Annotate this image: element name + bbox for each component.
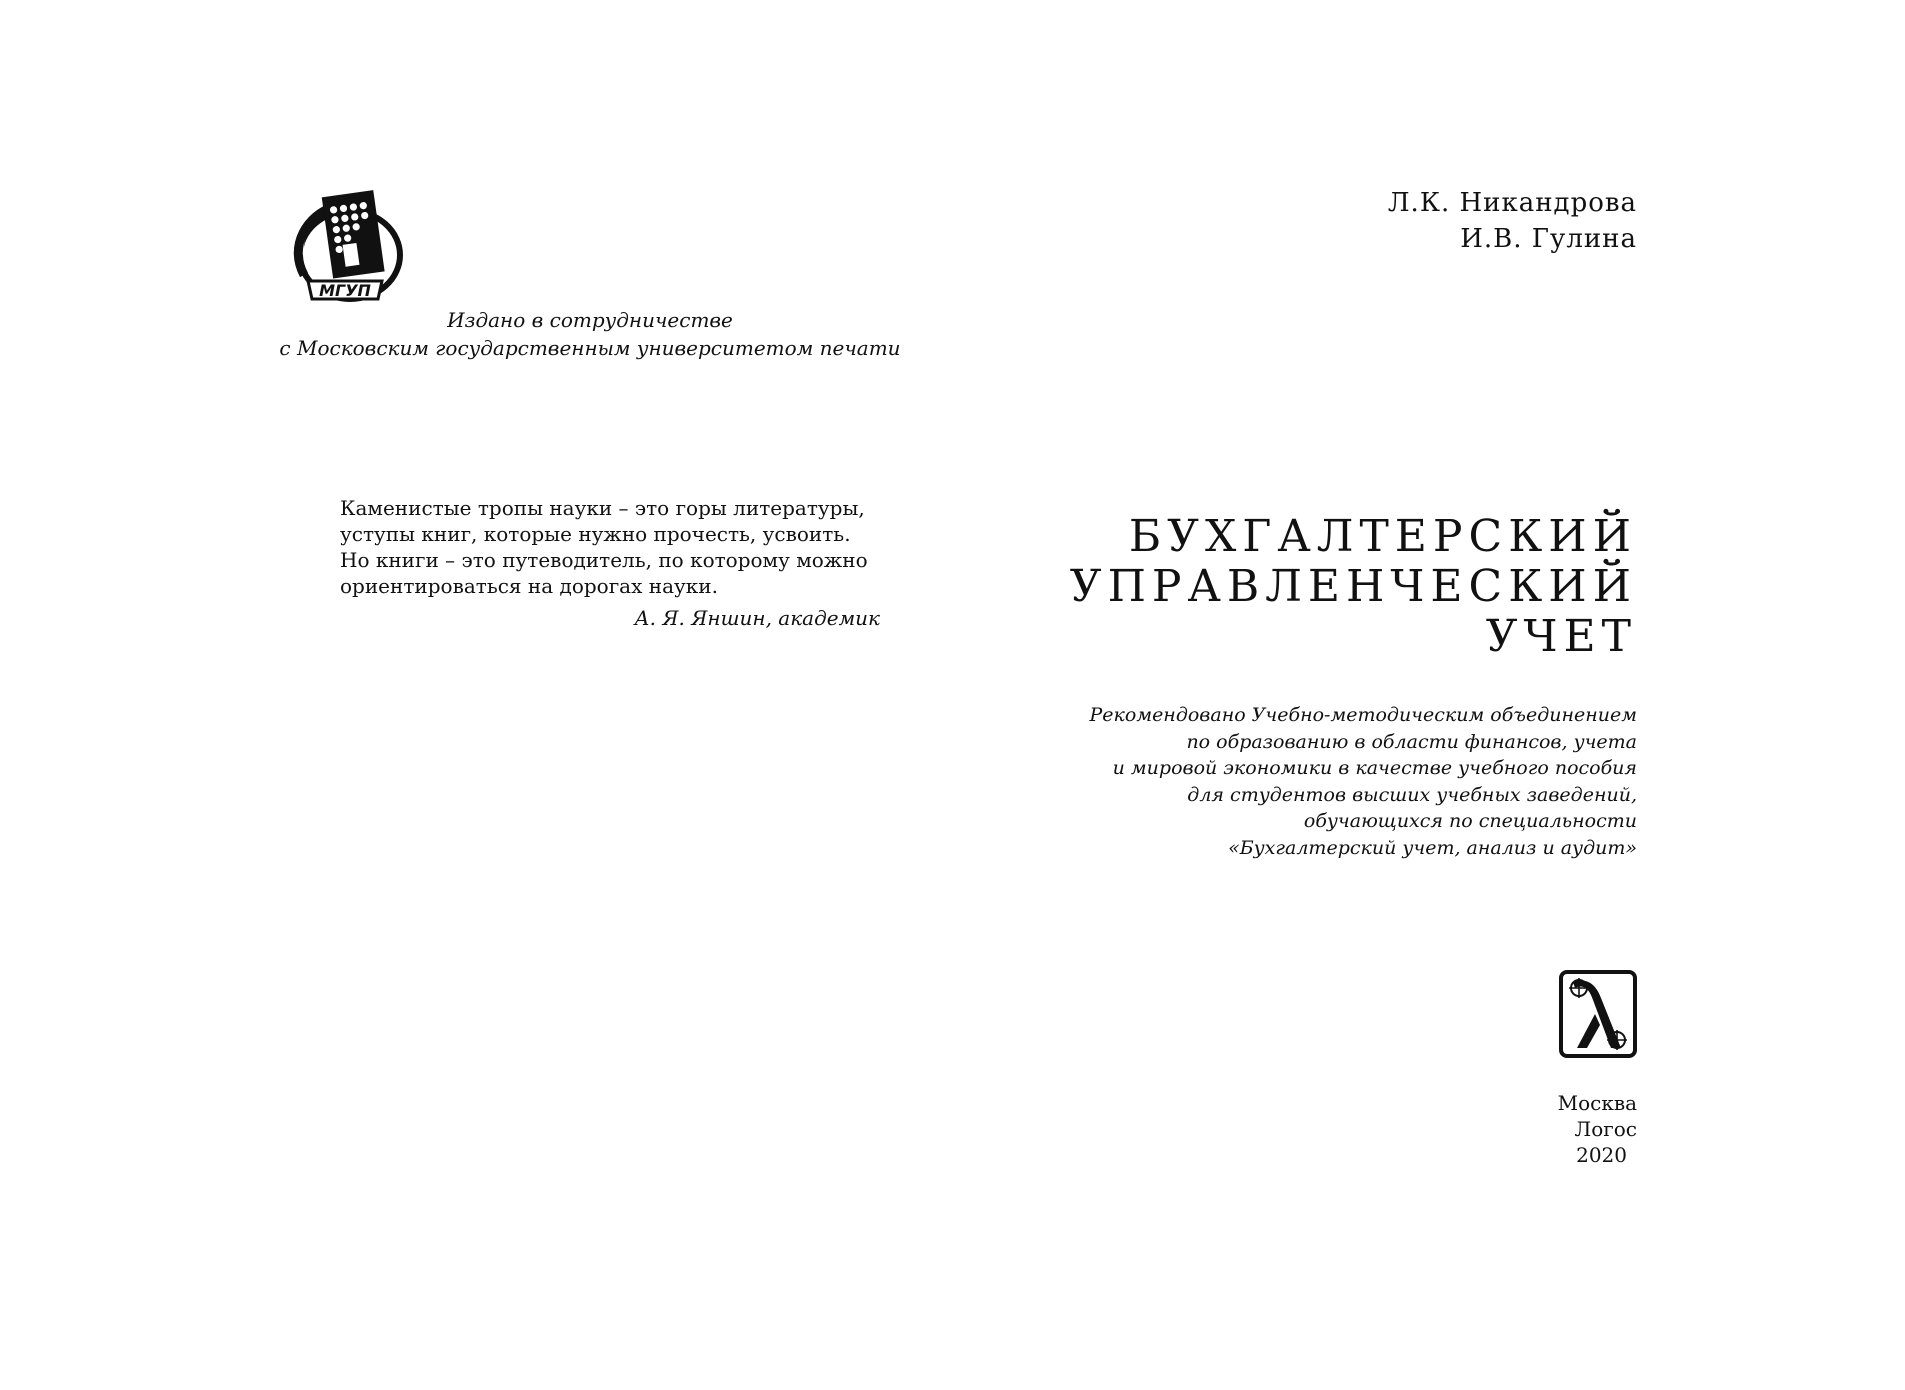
recommendation-line: и мировой экономики в качестве учебного пособия [1112,757,1637,779]
copublication-line: Издано в сотрудничестве [447,308,733,332]
epigraph-line: уступы книг, которые нужно прочесть, усвоить. [340,522,851,546]
recommendation-note [1017,702,1637,861]
imprint-publisher: Логос [1574,1117,1637,1141]
epigraph-line: ориентироваться на дорогах науки. [340,574,718,598]
recommendation-line: Рекомендовано Учебно-методическим объединением [1089,704,1637,726]
imprint-year: 2020 [1576,1143,1627,1167]
book-title-line: УПРАВЛЕНЧЕСКИЙ [1069,561,1637,612]
authors [1388,185,1637,257]
imprint [1558,1090,1637,1168]
mgup-logo-text: МГУП [319,281,371,300]
author-name: И.В. Гулина [1460,224,1637,254]
book-title-line: БУХГАЛТЕРСКИЙ [1128,511,1637,562]
copublication-line: с Московским государственным университетом печати [279,336,901,360]
author-name: Л.К. Никандрова [1387,188,1637,218]
epigraph-line: Но книги – это путеводитель, по которому можно [340,548,868,572]
epigraph [340,495,880,631]
epigraph-line: Каменистые тропы науки – это горы литературы, [340,496,865,520]
recommendation-line: по образованию в области финансов, учета [1186,730,1637,753]
mgup-logo [278,185,408,310]
book-title [1070,512,1637,662]
recommendation-line: «Бухгалтерский учет, анализ и аудит» [1228,836,1637,859]
book-title-line: УЧЕТ [1485,611,1637,662]
recommendation-line: для студентов высших учебных заведений, [1187,783,1637,806]
epigraph-author: А. Я. Яншин, академик [634,606,880,630]
copublication-note [270,306,910,362]
logos-lambda-logo [1559,970,1637,1058]
imprint-city: Москва [1557,1091,1637,1115]
recommendation-line: обучающихся по специальности [1303,810,1637,832]
